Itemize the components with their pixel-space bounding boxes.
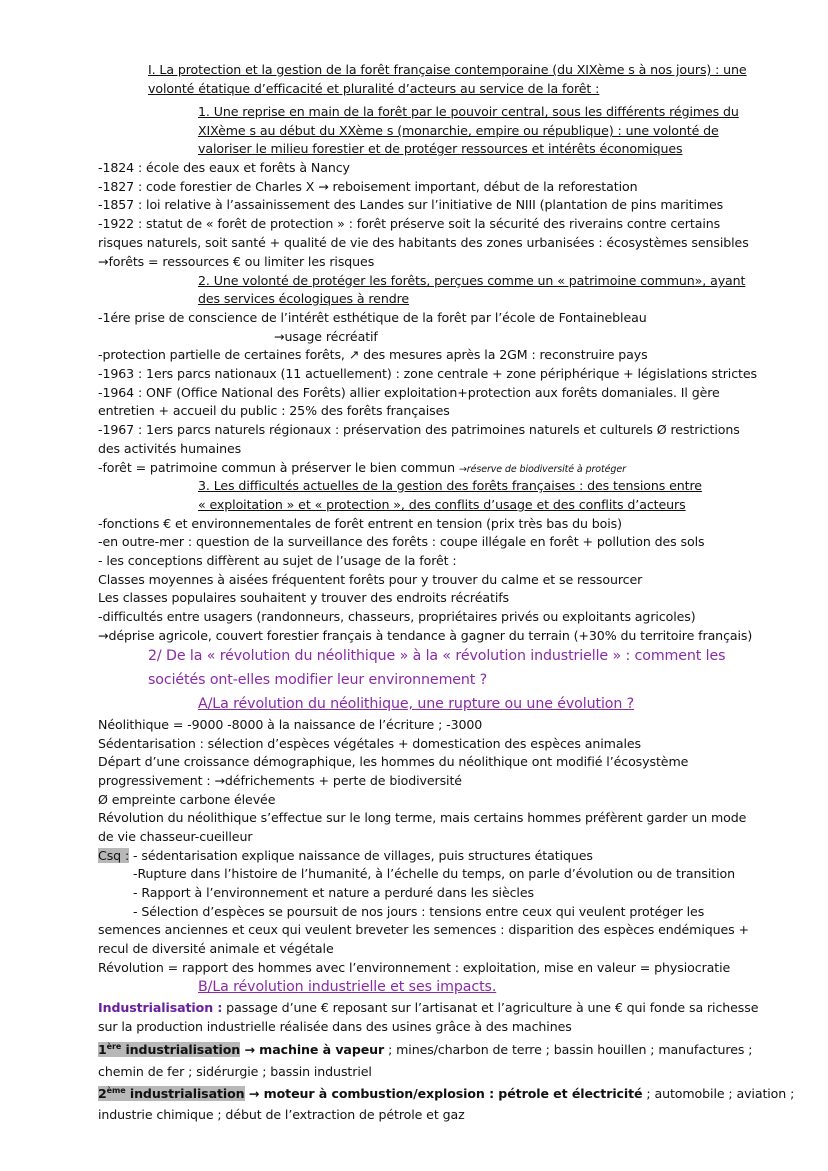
second-sup: ème — [106, 1085, 126, 1095]
section1-title-line1: I. La protection et la gestion de la forêt française contemporaine (du XIXème s à nos jours) : une — [148, 62, 747, 77]
line-difficultes: -difficultés entre usagers (randonneurs, chasseurs, propriétaires privés ou exploitants agricoles) — [98, 609, 696, 624]
line-csq — [98, 847, 593, 865]
first-rest-text: ; mines/charbon de terre ; bassin houillen ; manufactures ; — [384, 1042, 753, 1057]
line-chasseur: de vie chasseur-cueilleur — [98, 829, 253, 844]
line-second-industrialisation — [98, 1085, 794, 1103]
subsection3-title-line1: 3. Les difficultés actuelles de la gestion des forêts françaises : des tensions entre — [198, 478, 702, 493]
industrialisation-label: Industrialisation : — [98, 1000, 223, 1015]
line-classes-moyennes: Classes moyennes à aisées fréquentent forêts pour y trouver du calme et se ressourcer — [98, 572, 643, 587]
line-usage-recreatif: →usage récréatif — [274, 329, 378, 344]
line-1922-a: -1922 : statut de « forêt de protection » : forêt préserve soit la sécurité des riverains contre certains — [98, 216, 721, 231]
line-fontainebleau: -1ére prise de conscience de l’intérêt esthétique de la forêt par l’école de Fontainebleau — [98, 310, 647, 325]
line-chemin-de-fer: chemin de fer ; sidérurgie ; bassin industriel — [98, 1064, 372, 1079]
subsection-b-title: B/La révolution industrielle et ses impacts. — [198, 979, 497, 995]
csq-text: - sédentarisation explique naissance de villages, puis structures étatiques — [129, 848, 593, 863]
line-revolution-def: Révolution = rapport des hommes avec l’environnement : exploitation, mise en valeur = physiocratie — [98, 960, 731, 975]
line-industrie-chimique: industrie chimique ; début de l’extraction de pétrole et gaz — [98, 1107, 465, 1122]
line-selection: - Sélection d’espèces se poursuit de nos jours : tensions entre ceux qui veulent protéger les — [133, 904, 705, 919]
line-production: sur la production industrielle réalisée dans des usines grâce à des machines — [98, 1019, 572, 1034]
industrialisation-text: passage d’une € reposant sur l’artisanat et l’agriculture à une € qui fonde sa richesse — [222, 1000, 759, 1015]
subsection1-title-line3: valoriser le milieu forestier et de protéger ressources et intérêts économiques — [198, 141, 683, 156]
line-revolution-neo: Révolution du néolithique s’effectue sur le long terme, mais certains hommes préfèrent garder un mode — [98, 810, 747, 825]
line-classes-populaires: Les classes populaires souhaitent y trouver des endroits récréatifs — [98, 590, 510, 605]
line-patrimoine — [98, 459, 626, 479]
line-1964-b: entretien + accueil du public : 25% des forêts françaises — [98, 403, 450, 418]
line-sedentarisation: Sédentarisation : sélection d’espèces végétales + domestication des espèces animales — [98, 736, 641, 751]
line-industrialisation — [98, 999, 758, 1017]
second-industrialisation-label — [98, 1086, 245, 1101]
line-conceptions: - les conceptions diffèrent au sujet de l’usage de la forêt : — [98, 553, 457, 568]
subsection2-title-line1: 2. Une volonté de protéger les forêts, perçues comme un « patrimoine commun», ayant — [198, 273, 746, 288]
section2-title-line1: 2/ De la « révolution du néolithique » à la « révolution industrielle » : comment les — [148, 648, 726, 664]
line-1964-a: -1964 : ONF (Office National des Forêts) allier exploitation+protection aux forêts domaniales. Il gère — [98, 385, 720, 400]
line-1824: -1824 : école des eaux et forêts à Nancy — [98, 160, 350, 175]
line-1922-b: risques naturels, soit santé + qualité de vie des habitants des zones urbanisées : écosystèmes sensibles — [98, 235, 749, 250]
line-fonctions: -fonctions € et environnementales de forêt entrent en tension (prix très bas du bois) — [98, 516, 622, 531]
line-defrichements: progressivement : →défrichements + perte de biodiversité — [98, 773, 462, 788]
line-deprise: →déprise agricole, couvert forestier français à tendance à gagner du terrain (+30% du territoire français) — [98, 628, 753, 643]
line-empreinte: Ø empreinte carbone élevée — [98, 792, 276, 807]
second-rest-text: ; automobile ; aviation ; — [642, 1086, 795, 1101]
subsection1-title-line1: 1. Une reprise en main de la forêt par le pouvoir central, sous les différents régimes du — [198, 104, 739, 119]
first-num: 1 — [98, 1042, 107, 1057]
first-sup: ère — [106, 1041, 122, 1051]
line-semences: semences anciennes et ceux qui veulent breveter les semences : disparition des espèces endémiques + — [98, 922, 749, 937]
line-outremer: -en outre-mer : question de la surveillance des forêts : coupe illégale en forêt + pollution des sols — [98, 534, 705, 549]
first-label: industrialisation — [121, 1042, 241, 1057]
line-1967-a: -1967 : 1ers parcs naturels régionaux : préservation des patrimoines naturels et culturels Ø restrictions — [98, 422, 740, 437]
line-1963: -1963 : 1ers parcs nationaux (11 actuellement) : zone centrale + zone périphérique + législations strictes — [98, 366, 757, 381]
second-arrow-text: → moteur à combustion/explosion : pétrole et électricité — [244, 1086, 643, 1101]
second-label: industrialisation — [125, 1086, 245, 1101]
patrimoine-note: →réserve de biodiversité à protéger — [458, 464, 626, 475]
first-industrialisation-label — [98, 1042, 240, 1057]
section1-title-line2: volonté étatique d’efficacité et pluralité d’acteurs au service de la forêt : — [148, 81, 600, 96]
subsection1-title-line2: XIXème s au début du XXème s (monarchie, empire ou république) : une volonté de — [198, 123, 719, 138]
subsection2-title-line2: des services écologiques à rendre — [198, 291, 410, 306]
line-neolithique: Néolithique = -9000 -8000 à la naissance de l’écriture ; -3000 — [98, 717, 483, 732]
section2-title-line2: sociétés ont-elles modifier leur environnement ? — [148, 672, 488, 688]
line-croissance: Départ d’une croissance démographique, les hommes du néolithique ont modifié l’écosystème — [98, 754, 689, 769]
line-1857: -1857 : loi relative à l’assainissement des Landes sur l’initiative de NIII (plantation de pins maritimes — [98, 197, 724, 212]
line-first-industrialisation — [98, 1041, 752, 1059]
csq-label: Csq : — [98, 848, 130, 863]
subsection3-title-line2: « exploitation » et « protection », des conflits d’usage et des conflits d’acteurs — [198, 497, 686, 512]
line-protection: -protection partielle de certaines forêts, ↗ des mesures après la 2GM : reconstruire pays — [98, 347, 648, 362]
line-recul: recul de diversité animale et végétale — [98, 941, 334, 956]
subsection-a-title: A/La révolution du néolithique, une rupture ou une évolution ? — [198, 696, 635, 712]
line-1967-b: des activités humaines — [98, 441, 242, 456]
line-rupture: -Rupture dans l’histoire de l’humanité, à l’échelle du temps, on parle d’évolution ou de transition — [133, 866, 735, 881]
second-num: 2 — [98, 1086, 107, 1101]
patrimoine-text: -forêt = patrimoine commun à préserver le bien commun — [98, 460, 459, 475]
first-arrow-text: → machine à vapeur — [240, 1042, 385, 1057]
line-1827: -1827 : code forestier de Charles X → reboisement important, début de la reforestation — [98, 179, 638, 194]
line-1922-c: →forêts = ressources € ou limiter les risques — [98, 254, 375, 269]
line-rapport: - Rapport à l’environnement et nature a perduré dans les siècles — [133, 885, 534, 900]
